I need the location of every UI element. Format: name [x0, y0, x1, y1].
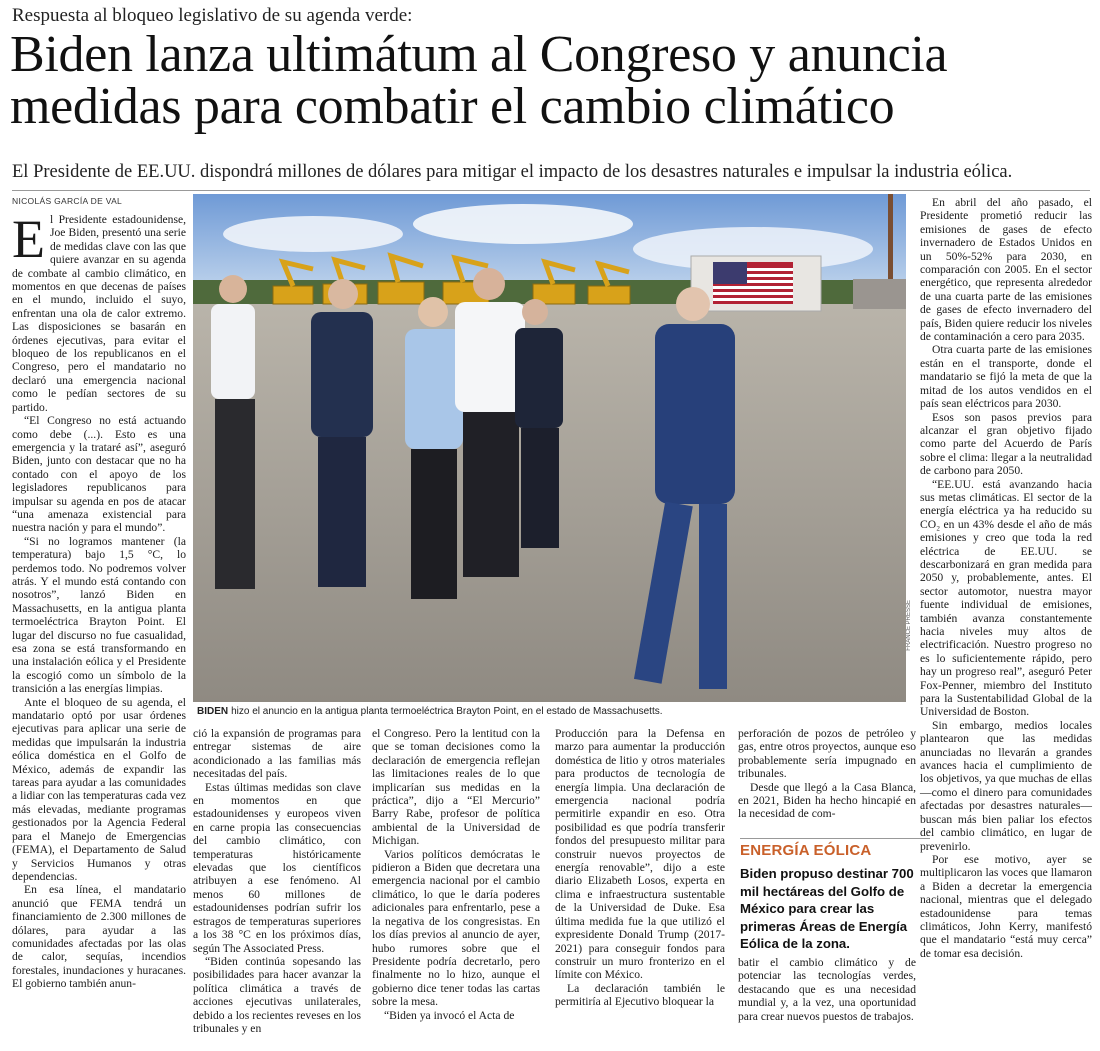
paragraph: Estas últimas medidas son clave en momentos en que estadounidenses y europeos viven en carne propia las consecuencias del cambio climático, con temperaturas históricamente elevadas que los científicos atribuyen a ese fenómeno. Al menos 60 millones de estadounidenses podrían sufrir los estragos de temperaturas superiores a los 38 °C en los próximos días, según The Associated Press.: [193, 780, 361, 955]
paragraph: Producción para la Defensa en marzo para aumentar la producción doméstica de litio y otros materiales para productos de tecnología de energía limpia. Una declaración de emergencia nacional podría permitirle expandir en eso. Otra posibilidad es que podría transferir fondos del presupuesto militar para construir nuevos proyectos de energía renovable”, dijo a este diario Elizabeth Losos, experta en clima e infraestructura sustentable de la Universidad de Duke. Esa última medida fue la que utilizó el expresidente Donald Trump (2017-2021) para conseguir fondos para construir un muro fronterizo en el límite con México.: [555, 727, 725, 982]
paragraph: “Si no logramos mantener (la temperatura) bajo 1,5 °C, lo perdemos todo. No podremos volver atrás. Y el mundo está contando con nosotros”, lanzó Biden en Massachusetts, en la antigua planta termoeléctrica Brayton Point. El lugar del discurso no fue casualidad, esa zona se está transformando en una instalación eólica y el Presidente la escogió como un símbolo de la transición a las energías limpias.: [12, 534, 186, 696]
paragraph: “EE.UU. está avanzando hacia sus metas climáticas. El sector de la energía eléctrica ya ha reducido su CO₂ en un 43% desde el año de más emisiones y creo que toda la red eléctrica de EE.UU. se descarbonizará en gran medida para 2050 y, probablemente, antes. El sector automotor, nuestra mayor fuente individual de emisiones, también avanza constantemente hacia niveles muy altos de electrificación. Nuestro progreso no es lo suficientemente rápido, pero hay un progreso real”, aseguró Peter Fox-Penner, miembro del Instituto para la Sustentabilidad Global de la Universidad de Boston.: [920, 477, 1092, 719]
main-photo: [193, 194, 906, 702]
paragraph: En esa línea, el mandatario anunció que FEMA tendrá un financiamiento de 2.300 millones de dólares, para ayudar a las comunidades afectadas por las olas de calor, sequías, incendios forestales, inundaciones y huracanes. El gobierno también anun-: [12, 883, 186, 991]
paragraph: Varios políticos demócratas le pidieron a Biden que decretara una emergencia nacional por el cambio climático, lo que le daría poderes adicionales para enfrentarlo, pese a la negativa de los congresistas. En los días previos al anuncio de ayer, hubo rumores sobre que el Presidente podría decretarlo, pero finalmente no lo hizo, aunque el gobierno dice tener todas las cartas sobre la mesa.: [372, 847, 540, 1009]
article-column-2: [193, 727, 361, 1035]
paragraph: Desde que llegó a la Casa Blanca, en 2021, Biden ha hecho hincapié en la necesidad de com-: [738, 780, 916, 821]
box-text: Biden propuso destinar 700 mil hectáreas del Golfo de México para crear las primeras Áreas de Energía Eólica de la zona.: [740, 866, 914, 951]
kicker: Respuesta al bloqueo legislativo de su agenda verde:: [12, 5, 413, 26]
drop-cap: E: [12, 209, 45, 269]
photo-caption: [197, 706, 907, 717]
paragraph: perforación de pozos de petróleo y gas, entre otros proyectos, aunque eso probablemente sería impugnado en tribunales.: [738, 727, 916, 781]
photo-credit: FRANCE PRESSE: [906, 600, 912, 651]
paragraph: Esos son pasos previos para alcanzar el gran objetivo fijado como parte del Acuerdo de París sobre el clima: llegar a la neutralidad de carbono para 2050.: [920, 410, 1092, 478]
headline: Biden lanza ultimátum al Congreso y anuncia medidas para combatir el cambio climático: [10, 26, 948, 135]
article-column-1: [12, 209, 186, 991]
paragraph: ció la expansión de programas para entregar sistemas de aire acondicionado a las familias más necesitadas del país.: [193, 727, 361, 781]
article-column-3: [372, 727, 540, 1022]
article-column-4: [555, 727, 725, 1009]
highlight-box: [740, 842, 930, 953]
paragraph: La declaración también le permitiría al Ejecutivo bloquear la: [555, 981, 725, 1009]
paragraph: [12, 209, 186, 414]
paragraph: “Biden continúa sopesando las posibilidades para hacer avanzar la política climática a través de acciones ejecutivas unilaterales, debido a los recientes reveses en los tribunales y en: [193, 954, 361, 1035]
paragraph: Ante el bloqueo de su agenda, el mandatario optó por usar órdenes ejecutivas para aplicar una serie de medidas que impulsarán la industria eólica doméstica en el Golfo de México, además de expandir las tareas para ayudar a las comunidades a lidiar con las temperaturas cada vez más elevadas, mediante programas gestionados por la Agencia Federal para el Manejo de Emergencias (FEMA), el Departamento de Salud y Servicios Humanos y otras dependencias.: [12, 695, 186, 883]
paragraph: Por ese motivo, ayer se multiplicaron las voces que llamaron a Biden a decretar la emergencia nacional, mientras que el delegado estadounidense para temas climáticos, John Kerry, manifestó que el mandatario “está muy cerca” de tomar esa decisión.: [920, 852, 1092, 960]
paragraph: batir el cambio climático y de potenciar las tecnologías verdes, destacando que es una necesidad mundial y, a la vez, una oportunidad para crear nuevos puestos de trabajos.: [738, 956, 916, 1023]
paragraph: “El Congreso no está actuando como debe (...). Esto es una emergencia y la trataré así”, aseguró Biden, junto con destacar que no ha contado con el apoyo de los legisladores republicanos para impulsar su agenda en pos de atacar “una amenaza existencial para nuestra nación y para el mundo”.: [12, 414, 186, 535]
article-column-5: [738, 727, 916, 821]
box-rule: [740, 838, 930, 839]
header-rule: [12, 190, 1090, 191]
article-column-6: [920, 196, 1092, 960]
paragraph: En abril del año pasado, el Presidente prometió reducir las emisiones de gases de efecto invernadero de Estados Unidos en un 50%-52% para 2030, en comparación con 2005. En el sector energético, que representa alrededor de una cuarta parte de las emisiones de gases de efecto invernadero del país, Biden quiere reducir los niveles de contaminación a cero para 2035.: [920, 196, 1092, 344]
photo-illustration: [193, 194, 906, 702]
caption-text: hizo el anuncio en la antigua planta termoeléctrica Brayton Point, en el estado de Massachusetts.: [231, 706, 663, 717]
paragraph: el Congreso. Pero la lentitud con la que se toman decisiones como la declaración de emergencia reflejan las limitaciones reales de lo que implicarían sus medidas en la práctica”, dijo a “El Mercurio” Barry Rabe, profesor de política ambiental de la Universidad de Michigan.: [372, 727, 540, 848]
caption-name: BIDEN: [197, 706, 229, 717]
paragraph: Sin embargo, medios locales plantearon que las medidas anunciadas no llevarán a grandes avances hacia el cumplimiento de los objetivos, ya que muchas de ellas —como el dinero para comunidades afectadas por desastres naturales— buscan más bien paliar los efectos del cambio climático, en lugar de prevenirlo.: [920, 718, 1092, 853]
box-title: ENERGÍA EÓLICA: [740, 842, 872, 859]
paragraph: “Biden ya invocó el Acta de: [384, 1008, 515, 1022]
byline: NICOLÁS GARCÍA DE VAL: [12, 196, 123, 206]
article-column-5-bottom: [738, 956, 916, 1023]
paragraph: Otra cuarta parte de las emisiones están en el transporte, donde el mandatario se fijó la meta de que la mitad de los autos vendidos en el país sean eléctricos para 2030.: [920, 343, 1092, 411]
paragraph-text: l Presidente estadounidense, Joe Biden, presentó una serie de medidas clave con las que quiere avanzar en su agenda de combate al cambio climático, en momentos en que decenas de países en el mundo, incluido el suyo, enfrentan una ola de calor extremo. Las disposiciones se basarán en órdenes ejecutivas, para evitar el bloqueo de los republicanos en el Congreso, pero el mandatario no declaró una emergencia nacional como le pedían sectores de su partido.: [12, 213, 186, 414]
deck: El Presidente de EE.UU. dispondrá millones de dólares para mitigar el impacto de los desastres naturales e impulsar la industria eólica.: [12, 162, 1013, 182]
